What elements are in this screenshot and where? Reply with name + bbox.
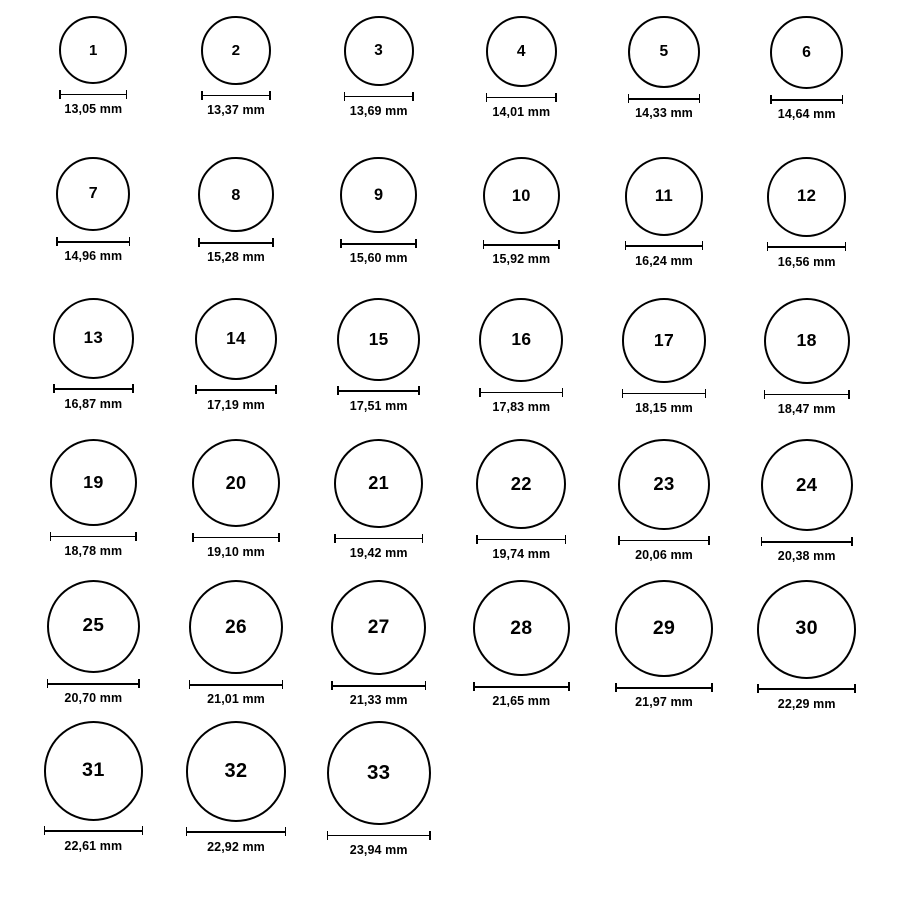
diameter-measure-bar xyxy=(757,685,856,694)
ring-size-number: 9 xyxy=(373,186,384,205)
ring-size-number: 13 xyxy=(83,327,104,347)
ring-size-number: 11 xyxy=(654,185,674,205)
diameter-label: 22,92 mm xyxy=(207,839,265,854)
ring-size-number: 24 xyxy=(795,473,818,495)
diameter-measure-bar xyxy=(44,827,144,836)
ring-size-number: 20 xyxy=(225,472,247,493)
ring-size-number: 14 xyxy=(226,329,246,349)
ring-size-cell xyxy=(450,580,593,721)
diameter-label: 15,60 mm xyxy=(349,251,408,266)
ring-size-cell xyxy=(307,298,450,439)
ring-size-cell xyxy=(22,439,165,580)
ring-size-cell xyxy=(22,580,165,721)
diameter-measure-bar xyxy=(56,237,130,246)
ring-size-cell xyxy=(22,298,165,439)
diameter-measure-bar xyxy=(622,389,707,398)
ring-size-number: 5 xyxy=(659,43,669,61)
diameter-label: 21,33 mm xyxy=(349,693,408,708)
diameter-label: 20,38 mm xyxy=(777,549,836,564)
ring-size-cell xyxy=(22,16,165,157)
ring-circle xyxy=(195,298,277,380)
ring-circle xyxy=(340,157,416,233)
diameter-measure-bar xyxy=(337,387,420,396)
diameter-label: 21,01 mm xyxy=(207,692,265,707)
ring-size-cell xyxy=(593,580,736,721)
ring-size-cell xyxy=(307,580,450,721)
ring-circle xyxy=(618,439,709,530)
ring-circle xyxy=(476,439,566,529)
ring-size-number: 17 xyxy=(653,329,675,350)
diameter-label: 15,28 mm xyxy=(207,250,265,265)
diameter-measure-bar xyxy=(473,682,569,691)
ring-circle xyxy=(761,439,853,531)
diameter-label: 19,10 mm xyxy=(207,545,265,559)
diameter-measure-bar xyxy=(50,532,137,541)
diameter-label: 13,05 mm xyxy=(64,102,123,116)
diameter-label: 20,06 mm xyxy=(635,548,693,563)
diameter-measure-bar xyxy=(340,239,416,248)
diameter-measure-bar xyxy=(770,95,843,104)
ring-circle xyxy=(327,721,431,825)
ring-circle xyxy=(44,721,144,821)
diameter-measure-bar xyxy=(195,386,277,395)
diameter-measure-bar xyxy=(189,680,283,689)
diameter-measure-bar xyxy=(479,388,563,397)
ring-size-cell xyxy=(165,439,308,580)
diameter-label: 13,69 mm xyxy=(349,104,408,119)
ring-circle xyxy=(186,721,287,822)
ring-circle xyxy=(201,16,270,85)
ring-size-number: 15 xyxy=(368,328,389,349)
ring-size-number: 22 xyxy=(510,472,532,494)
ring-size-number: 28 xyxy=(510,617,533,639)
ring-size-cell xyxy=(593,298,736,439)
ring-size-number: 31 xyxy=(82,758,105,781)
ring-size-number: 2 xyxy=(231,41,241,59)
ring-circle xyxy=(198,157,273,232)
diameter-label: 14,96 mm xyxy=(64,249,123,264)
ring-size-cell xyxy=(165,298,308,439)
diameter-measure-bar xyxy=(331,681,426,690)
ring-size-number: 18 xyxy=(796,330,817,351)
ring-circle xyxy=(337,298,420,381)
ring-size-number: 21 xyxy=(368,473,390,494)
ring-circle xyxy=(50,439,137,526)
ring-size-cell xyxy=(450,439,593,580)
diameter-measure-bar xyxy=(618,536,709,545)
diameter-label: 20,70 mm xyxy=(64,691,123,706)
diameter-measure-bar xyxy=(334,534,423,543)
ring-size-cell xyxy=(307,439,450,580)
diameter-label: 22,61 mm xyxy=(64,838,123,853)
ring-circle xyxy=(615,580,712,677)
ring-size-number: 12 xyxy=(797,186,817,206)
diameter-label: 17,83 mm xyxy=(492,399,551,414)
ring-size-number: 23 xyxy=(653,473,675,495)
ring-size-cell xyxy=(165,157,308,298)
ring-size-number: 10 xyxy=(511,186,531,205)
diameter-measure-bar xyxy=(483,240,560,249)
ring-circle xyxy=(53,298,134,379)
ring-circle xyxy=(473,580,569,676)
diameter-label: 14,33 mm xyxy=(635,106,693,121)
diameter-measure-bar xyxy=(192,533,280,542)
diameter-measure-bar xyxy=(198,238,273,247)
ring-size-cell xyxy=(735,580,878,721)
ring-size-cell xyxy=(165,580,308,721)
ring-size-number: 3 xyxy=(374,42,384,60)
ring-size-cell xyxy=(22,721,165,862)
diameter-label: 16,56 mm xyxy=(777,254,836,269)
diameter-label: 19,42 mm xyxy=(349,546,408,561)
ring-size-cell xyxy=(450,16,593,157)
diameter-label: 17,19 mm xyxy=(207,397,265,412)
diameter-label: 16,87 mm xyxy=(64,396,123,411)
diameter-measure-bar xyxy=(327,831,431,840)
ring-circle xyxy=(770,16,843,89)
ring-circle xyxy=(483,157,560,234)
ring-size-number: 25 xyxy=(82,615,105,637)
diameter-label: 15,92 mm xyxy=(492,252,551,267)
diameter-label: 17,51 mm xyxy=(349,398,408,413)
diameter-measure-bar xyxy=(186,828,287,837)
diameter-measure-bar xyxy=(476,535,566,544)
ring-circle xyxy=(47,580,140,673)
ring-size-number: 16 xyxy=(511,329,532,350)
ring-size-cell xyxy=(593,157,736,298)
ring-size-number: 32 xyxy=(224,760,248,783)
ring-size-cell xyxy=(735,16,878,157)
ring-size-number: 1 xyxy=(89,41,98,59)
diameter-measure-bar xyxy=(344,92,414,101)
ring-circle xyxy=(767,157,847,237)
diameter-measure-bar xyxy=(47,679,140,688)
diameter-measure-bar xyxy=(628,94,700,103)
ring-circle xyxy=(757,580,856,679)
diameter-measure-bar xyxy=(59,90,127,99)
diameter-label: 16,24 mm xyxy=(635,253,693,268)
ring-size-cell xyxy=(593,16,736,157)
ring-size-number: 4 xyxy=(516,42,526,60)
diameter-label: 13,37 mm xyxy=(207,103,265,118)
diameter-label: 18,78 mm xyxy=(64,543,123,558)
ring-size-cell xyxy=(593,439,736,580)
ring-circle xyxy=(56,157,130,231)
diameter-label: 14,64 mm xyxy=(777,107,836,122)
ring-circle xyxy=(479,298,563,382)
diameter-label: 23,94 mm xyxy=(349,843,408,857)
diameter-label: 18,15 mm xyxy=(635,400,693,415)
ring-size-cell xyxy=(450,298,593,439)
ring-circle xyxy=(625,157,704,236)
diameter-measure-bar xyxy=(53,385,134,394)
diameter-label: 19,74 mm xyxy=(492,547,551,562)
ring-size-number: 33 xyxy=(366,760,391,784)
ring-size-cell xyxy=(307,16,450,157)
diameter-label: 21,97 mm xyxy=(635,695,693,710)
ring-size-number: 8 xyxy=(231,185,241,204)
ring-circle xyxy=(628,16,700,88)
diameter-measure-bar xyxy=(625,242,704,251)
ring-circle xyxy=(59,16,127,84)
ring-size-number: 27 xyxy=(367,617,390,639)
diameter-measure-bar xyxy=(615,683,712,692)
diameter-label: 21,65 mm xyxy=(492,694,551,709)
ring-size-number: 7 xyxy=(88,185,98,203)
ring-size-number: 29 xyxy=(652,616,676,639)
ring-circle xyxy=(764,298,850,384)
ring-size-cell xyxy=(307,157,450,298)
diameter-measure-bar xyxy=(764,390,850,399)
diameter-label: 22,29 mm xyxy=(777,696,836,711)
ring-size-cell xyxy=(450,157,593,298)
diameter-measure-bar xyxy=(201,91,270,100)
diameter-measure-bar xyxy=(761,537,853,546)
ring-size-cell xyxy=(22,157,165,298)
ring-size-number: 30 xyxy=(795,617,818,640)
ring-size-cell xyxy=(735,298,878,439)
diameter-label: 14,01 mm xyxy=(492,105,551,120)
ring-size-cell xyxy=(165,721,308,862)
ring-circle xyxy=(334,439,423,528)
ring-size-cell xyxy=(307,721,450,862)
ring-circle xyxy=(331,580,426,675)
diameter-measure-bar xyxy=(767,243,847,252)
ring-size-number: 26 xyxy=(225,616,247,638)
ring-circle xyxy=(344,16,414,86)
ring-size-cell xyxy=(735,157,878,298)
ring-circle xyxy=(192,439,280,527)
ring-circle xyxy=(486,16,557,87)
ring-size-number: 19 xyxy=(83,471,104,492)
ring-circle xyxy=(622,298,707,383)
ring-size-cell xyxy=(165,16,308,157)
ring-size-cell xyxy=(735,439,878,580)
ring-size-number: 6 xyxy=(802,43,812,61)
diameter-label: 18,47 mm xyxy=(777,401,836,416)
ring-circle xyxy=(189,580,283,674)
diameter-measure-bar xyxy=(486,93,557,102)
